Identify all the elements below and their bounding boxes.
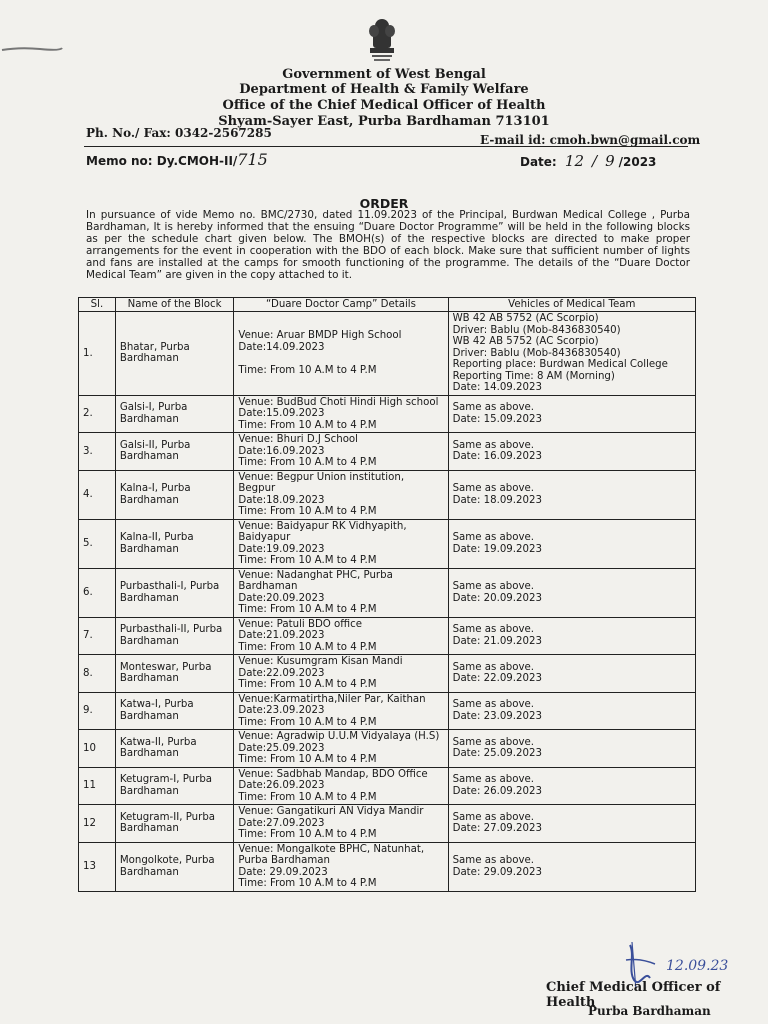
- header-department: Department of Health & Family Welfare: [239, 82, 529, 97]
- venue-line: Time: From 10 A.M to 4 P.M: [238, 457, 377, 468]
- row-sl: 10: [79, 730, 116, 768]
- venue-line: Date:25.09.2023: [238, 742, 325, 754]
- venue-line: Date:18.09.2023: [238, 494, 325, 506]
- table-row: [79, 617, 696, 655]
- row-sl: 7.: [79, 617, 116, 655]
- row-block: Purbasthali-I, Purba Bardhaman: [115, 568, 234, 617]
- date-sep: /: [592, 152, 598, 170]
- venue-line: Date: 29.09.2023: [238, 866, 328, 878]
- date-label: Date:: [520, 155, 557, 169]
- table-row: [79, 805, 696, 843]
- venue-line: Venue: BudBud Choti Hindi High school Date:15.09.2023: [238, 396, 439, 419]
- vehicle-line: Same as above.: [452, 661, 534, 673]
- vehicle-line: Date: 23.09.2023: [452, 710, 542, 722]
- vehicle-line: WB 42 AB 5752 (AC Scorpio): [452, 313, 599, 324]
- row-vehicle: [448, 470, 695, 519]
- venue-line: Time: From 10 A.M to 4 P.M: [238, 419, 377, 431]
- vehicle-line: Date: 27.09.2023: [452, 823, 542, 835]
- venue-line: Venue: Kusumgram Kisan Mandi: [238, 656, 403, 667]
- row-sl: 12: [79, 805, 116, 843]
- venue-line: Venue: Begpur Union institution, Begpur: [238, 471, 405, 494]
- vehicle-line: Reporting Time: 8 AM (Morning): [452, 370, 615, 382]
- table-row: [79, 767, 696, 805]
- vehicle-line: Same as above.: [452, 811, 534, 823]
- vehicle-line: Driver: Bablu (Mob-8436830540): [452, 347, 621, 359]
- table-row: [79, 730, 696, 768]
- header-government: Government of West Bengal: [282, 67, 486, 82]
- row-venue: [234, 312, 448, 396]
- row-venue: [234, 617, 448, 655]
- row-sl: 5.: [79, 519, 116, 568]
- row-block: Kalna-I, Purba Bardhaman: [115, 470, 234, 519]
- table-row: [79, 655, 696, 693]
- venue-line: Venue: Bhuri D.J School: [238, 434, 358, 445]
- table-row: [79, 312, 696, 396]
- vehicle-line: Date: 29.09.2023: [452, 866, 542, 878]
- venue-line: Time: From 10 A.M to 4 P.M: [238, 878, 377, 889]
- row-sl: 11: [79, 767, 116, 805]
- vehicle-line: Driver: Bablu (Mob-8436830540): [452, 324, 621, 336]
- row-sl: 3.: [79, 433, 116, 471]
- row-block: Mongolkote, Purba Bardhaman: [115, 842, 234, 891]
- venue-line: Date:14.09.2023: [238, 341, 325, 353]
- row-venue: [234, 655, 448, 693]
- row-venue: [234, 433, 448, 471]
- table-row: [79, 395, 696, 433]
- header-divider: [84, 146, 688, 147]
- table-row: [79, 519, 696, 568]
- row-vehicle: [448, 519, 695, 568]
- venue-line: Date:23.09.2023: [238, 705, 325, 716]
- venue-line: Time: From 10 A.M to 4 P.M: [238, 364, 377, 376]
- vehicle-line: Date: 14.09.2023: [452, 382, 542, 393]
- vehicle-line: Same as above.: [452, 532, 534, 543]
- row-venue: [234, 470, 448, 519]
- table-row: [79, 433, 696, 471]
- ink-mark: [0, 44, 64, 54]
- date-day: 12: [564, 152, 585, 170]
- row-venue: [234, 519, 448, 568]
- row-block: Purbasthali-II, Purba Bardhaman: [115, 617, 234, 655]
- venue-line: Time: From 10 A.M to 4 P.M: [238, 829, 377, 840]
- phone-fax: Ph. No./ Fax: 0342-2567285: [86, 126, 272, 140]
- vehicle-line: Same as above.: [452, 483, 534, 494]
- venue-line: Time: From 10 A.M to 4 P.M: [238, 555, 377, 566]
- vehicle-line: Same as above.: [452, 439, 534, 451]
- venue-line: Time: From 10 A.M to 4 P.M: [238, 641, 377, 653]
- vehicle-line: Same as above.: [452, 699, 534, 711]
- vehicle-line: Date: 26.09.2023: [452, 785, 542, 797]
- vehicle-line: Same as above.: [452, 402, 534, 414]
- row-block: Ketugram-II, Purba Bardhaman: [115, 805, 234, 843]
- state-emblem-icon: [362, 16, 402, 66]
- vehicle-line: Date: 16.09.2023: [452, 451, 542, 463]
- order-title: ORDER: [359, 196, 409, 211]
- row-vehicle: [448, 617, 695, 655]
- row-venue: [234, 568, 448, 617]
- vehicle-line: Reporting place: Burdwan Medical College: [452, 359, 668, 370]
- table-row: [79, 842, 696, 891]
- vehicle-line: Same as above.: [452, 855, 534, 866]
- col-header-vehicle: Vehicles of Medical Team: [448, 298, 695, 312]
- venue-line: Time: From 10 A.M to 4 P.M: [238, 791, 377, 803]
- venue-line: Venue: Nadanghat PHC, Purba Bardhaman: [238, 569, 393, 592]
- row-venue: [234, 842, 448, 891]
- venue-line: Venue: Patuli BDO office: [238, 618, 363, 630]
- row-sl: 4.: [79, 470, 116, 519]
- table-row: [79, 470, 696, 519]
- email: E-mail id: cmoh.bwn@gmail.com: [480, 133, 701, 147]
- row-block: Kalna-II, Purba Bardhaman: [115, 519, 234, 568]
- venue-line: Time: From 10 A.M to 4 P.M: [238, 679, 377, 690]
- col-header-sl: Sl.: [79, 298, 116, 312]
- row-block: Galsi-I, Purba Bardhaman: [115, 395, 234, 433]
- header-address: Shyam-Sayer East, Purba Bardhaman 713101: [218, 114, 550, 129]
- row-sl: 1.: [79, 312, 116, 396]
- venue-line: Date:20.09.2023: [238, 592, 325, 604]
- venue-line: Date:26.09.2023: [238, 780, 325, 791]
- memo-label: Memo no: Dy.CMOH-II/: [86, 154, 238, 168]
- memo-number: [86, 150, 268, 169]
- date-month: 9: [605, 152, 615, 170]
- venue-line: Venue:Karmatirtha,Niler Par, Kaithan: [238, 693, 426, 705]
- venue-line: Venue: Mongalkote BPHC, Natunhat, Purba Bardhaman: [238, 843, 425, 866]
- col-header-camp: “Duare Doctor Camp” Details: [234, 298, 448, 312]
- memo-date: [520, 152, 656, 170]
- row-vehicle: [448, 730, 695, 768]
- venue-line: Date:27.09.2023: [238, 817, 325, 829]
- row-block: Katwa-I, Purba Bardhaman: [115, 692, 234, 730]
- row-vehicle: [448, 395, 695, 433]
- row-vehicle: [448, 692, 695, 730]
- venue-line: Date:22.09.2023: [238, 667, 325, 679]
- vehicle-line: Same as above.: [452, 736, 534, 748]
- venue-line: Venue: Aruar BMDP High School: [238, 330, 402, 342]
- row-block: Bhatar, Purba Bardhaman: [115, 312, 234, 396]
- venue-line: Time: From 10 A.M to 4 P.M: [238, 716, 377, 728]
- row-block: Monteswar, Purba Bardhaman: [115, 655, 234, 693]
- vehicle-line: Same as above.: [452, 581, 534, 592]
- row-block: Ketugram-I, Purba Bardhaman: [115, 767, 234, 805]
- venue-line: Venue: Gangatikuri AN Vidya Mandir: [238, 806, 424, 817]
- venue-line: Date:16.09.2023: [238, 445, 325, 457]
- table-row: [79, 692, 696, 730]
- signature-date: 12.09.23: [666, 958, 729, 974]
- row-vehicle: [448, 767, 695, 805]
- venue-line: Time: From 10 A.M to 4 P.M: [238, 506, 377, 517]
- row-sl: 6.: [79, 568, 116, 617]
- venue-line: Date:21.09.2023: [238, 630, 325, 641]
- vehicle-line: Date: 21.09.2023: [452, 635, 542, 647]
- row-vehicle: [448, 842, 695, 891]
- row-sl: 2.: [79, 395, 116, 433]
- row-vehicle: [448, 655, 695, 693]
- venue-line: Time: From 10 A.M to 4 P.M: [238, 604, 377, 615]
- venue-line: [238, 353, 443, 365]
- vehicle-line: Date: 18.09.2023: [452, 494, 542, 506]
- col-header-block: Name of the Block: [115, 298, 234, 312]
- row-venue: [234, 730, 448, 768]
- vehicle-line: Date: 22.09.2023: [452, 673, 542, 685]
- vehicle-line: Same as above.: [452, 624, 534, 636]
- order-paragraph: In pursuance of vide Memo no. BMC/2730, dated 11.09.2023 of the Principal, Burdwan Medical College , Purba Bardhaman, It is hereby informed that the ensuing “Duare Doctor Programme” will be held in the following blocks as per the schedule chart given below. The BMOH(s) of the respective blocks are directed to make proper arrangements for the event in cooperation with the BDO of each block. Make sure that sufficient number of lights and fans are installed at the camps for smooth functioning of the programme. The details of the “Duare Doctor Medical Team” are given in the copy attached to it.: [86, 209, 690, 281]
- venue-line: Venue: Sadbhab Mandap, BDO Office: [238, 768, 428, 780]
- row-venue: [234, 395, 448, 433]
- schedule-table-body: [79, 312, 696, 892]
- row-sl: 9.: [79, 692, 116, 730]
- row-vehicle: [448, 433, 695, 471]
- vehicle-line: Date: 20.09.2023: [452, 592, 542, 604]
- row-vehicle: [448, 568, 695, 617]
- date-year: /2023: [618, 155, 657, 169]
- table-row: [79, 568, 696, 617]
- row-sl: 13: [79, 842, 116, 891]
- signatory-title: Chief Medical Officer of Health: [546, 980, 721, 1010]
- vehicle-line: Same as above.: [452, 774, 534, 786]
- venue-line: Venue: Baidyapur RK Vidhyapith, Baidyapur: [238, 520, 407, 543]
- row-block: Katwa-II, Purba Bardhaman: [115, 730, 234, 768]
- vehicle-line: WB 42 AB 5752 (AC Scorpio): [452, 336, 599, 347]
- row-block: Galsi-II, Purba Bardhaman: [115, 433, 234, 471]
- schedule-table: [78, 297, 696, 892]
- venue-line: Date:19.09.2023: [238, 543, 325, 555]
- venue-line: Venue: Agradwip U.U.M Vidyalaya (H.S): [238, 731, 440, 742]
- row-sl: 8.: [79, 655, 116, 693]
- row-vehicle: [448, 312, 695, 396]
- row-venue: [234, 692, 448, 730]
- header-office: Office of the Chief Medical Officer of Health: [222, 98, 546, 113]
- row-venue: [234, 805, 448, 843]
- venue-line: Time: From 10 A.M to 4 P.M: [238, 754, 377, 765]
- table-header-row: [79, 298, 696, 312]
- vehicle-line: Date: 25.09.2023: [452, 748, 542, 760]
- vehicle-line: Date: 15.09.2023: [452, 413, 542, 425]
- signatory-place: Purba Bardhaman: [588, 1004, 711, 1018]
- memo-handwritten-number: 715: [237, 150, 268, 169]
- row-vehicle: [448, 805, 695, 843]
- row-venue: [234, 767, 448, 805]
- vehicle-line: Date: 19.09.2023: [452, 543, 542, 555]
